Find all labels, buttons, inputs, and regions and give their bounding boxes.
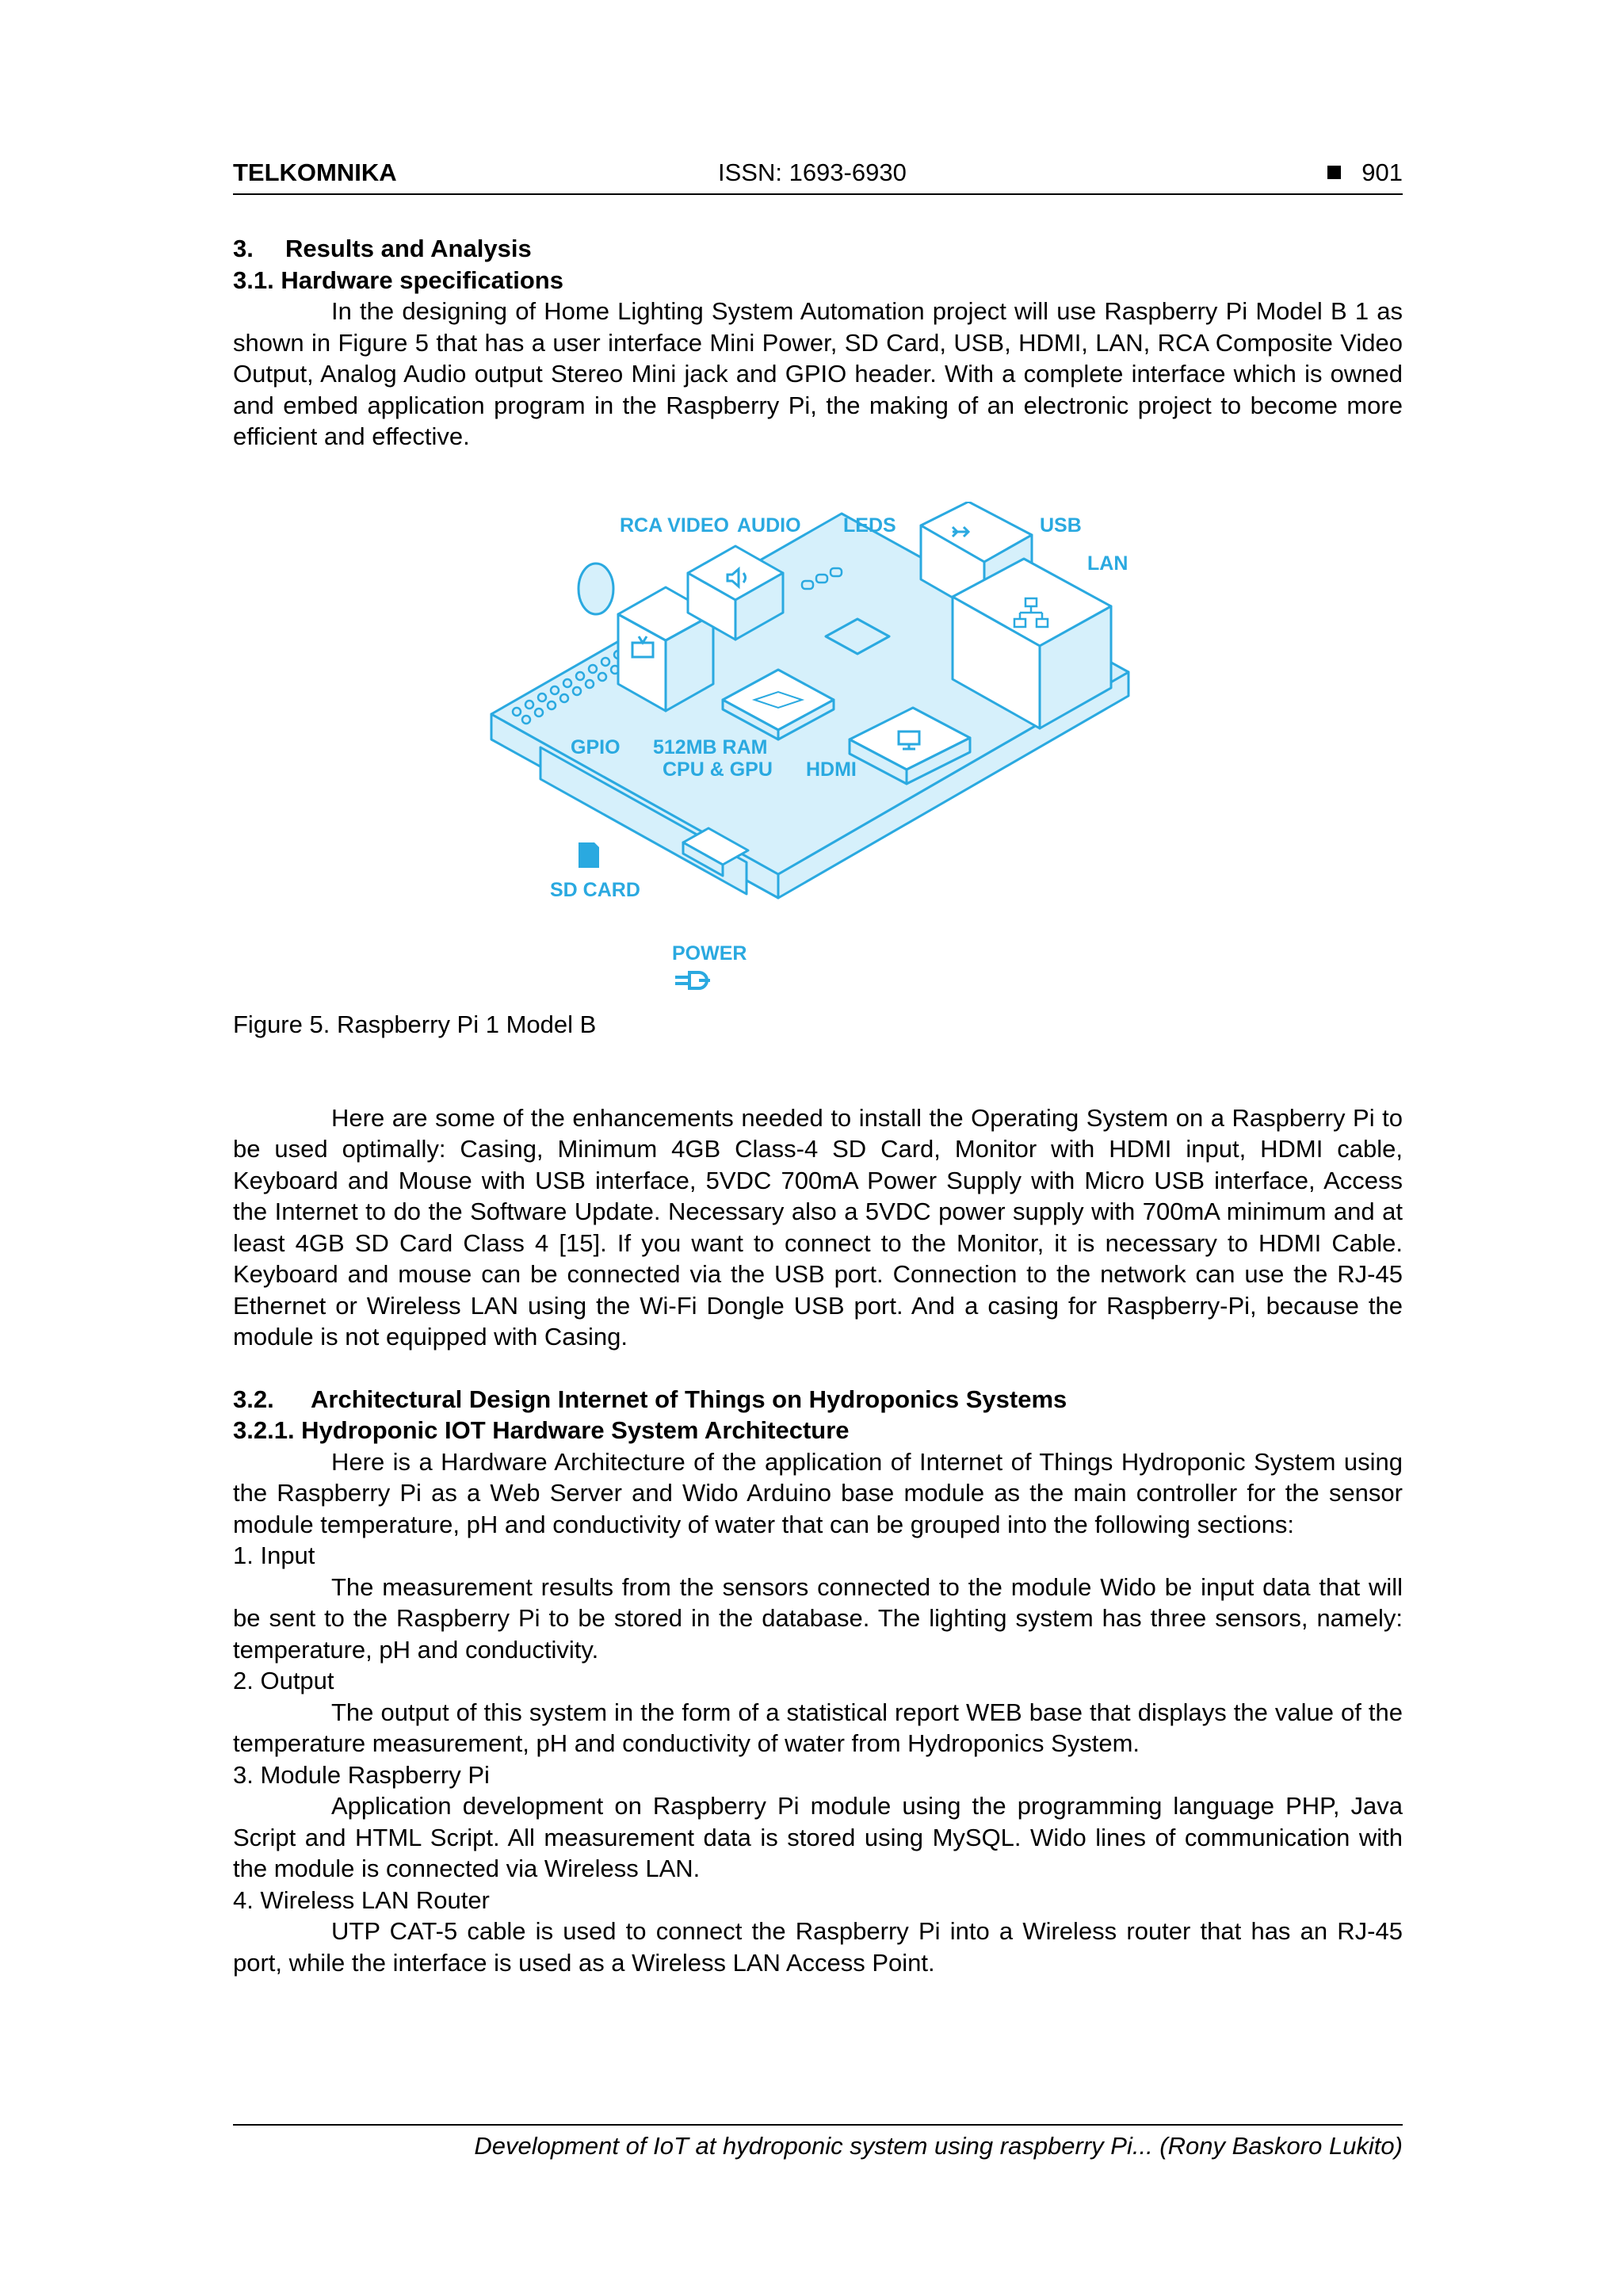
section-heading-3-2 [233, 1384, 1403, 1415]
list-item-label: 4. Wireless LAN Router [233, 1885, 490, 1914]
section-number: 3. [233, 235, 254, 262]
label-gpio: GPIO [571, 735, 621, 758]
subsection-heading-3-2-1: 3.2.1. Hydroponic IOT Hardware System Architecture [233, 1416, 850, 1444]
square-bullet-icon [1327, 166, 1341, 179]
label-leds: LEDS [843, 514, 896, 537]
issn: ISSN: 1693-6930 [718, 159, 907, 186]
subsection-heading-3-1: 3.1. Hardware specifications [233, 266, 563, 294]
section-heading-3 [233, 233, 1403, 265]
figure-5 [233, 502, 1403, 1009]
label-rca-video: RCA VIDEO [620, 514, 729, 537]
running-footer: Development of IoT at hydroponic system using raspberry Pi... (Rony Baskoro Lukito) [233, 2124, 1403, 2160]
page-number: 901 [1361, 159, 1403, 186]
label-sd-card: SD CARD [550, 878, 640, 901]
label-power: POWER [672, 942, 747, 965]
paragraph-hardware-specs: In the designing of Home Lighting System Automation project will use Raspberry Pi Model B 1 as shown in Figure 5 that has a user interface Mini Power, SD Card, USB, HDMI, LAN, RCA Composite Video Output, Analog Audio output Stereo Mini jack and GPIO header. With a complete interface which is owned and embed application program in the Raspberry Pi, the making of an electronic project to become more efficient and effective. [233, 297, 1403, 450]
list-item-text: Application development on Raspberry Pi module using the programming language PHP, Java Script and HTML Script. All measurement data is stored using MySQL. Wido lines of communication with the module is connected via Wireless LAN. [233, 1792, 1403, 1882]
list-item-text: The measurement results from the sensors connected to the module Wido be input data that will be sent to the Raspberry Pi to be stored in the database. The lighting system has three sensors, namely: temperature, pH and conductivity. [233, 1572, 1403, 1664]
list-item-label: 2. Output [233, 1667, 334, 1694]
paragraph-architecture: Here is a Hardware Architecture of the application of Internet of Things Hydroponic System using the Raspberry Pi as a Web Server and Wido Arduino base module as the main controller for the sensor module temperature, pH and conductivity of water that can be grouped into the following sections: [233, 1447, 1403, 1538]
section-title: Architectural Design Internet of Things on Hydroponics Systems [311, 1385, 1067, 1413]
running-header [233, 155, 1403, 195]
journal-name: TELKOMNIKA [233, 159, 397, 186]
body-content [233, 233, 1403, 1978]
sd-card-icon [579, 842, 599, 868]
paragraph-enhancements: Here are some of the enhancements needed to install the Operating System on a Raspberry Pi to be used optimally: Casing, Minimum 4GB Class-4 SD Card, Monitor with HDMI input, HDMI cable, Keyboard and Mouse with USB interface, 5VDC 700mA Power Supply with Micro USB interface, Access the Internet to do the Software Update. Necessary also a 5VDC power supply with 700mA minimum and at least 4GB SD Card Class 4 [15]. If you want to connect to the Monitor, it is necessary to HDMI Cable. Keyboard and mouse can be connected via the USB port. Connection to the network can use the RJ-45 Ethernet or Wireless LAN using the Wi-Fi Dongle USB port. And a casing for Raspberry-Pi, because the module is not equipped with Casing. [233, 1103, 1403, 1350]
label-lan: LAN [1087, 552, 1128, 575]
section-title: Results and Analysis [285, 235, 532, 262]
label-usb: USB [1040, 514, 1082, 537]
list-item-label: 3. Module Raspberry Pi [233, 1760, 490, 1789]
label-ram: 512MB RAM [653, 735, 768, 758]
label-cpu-gpu: CPU & GPU [663, 758, 773, 781]
list-item-text: UTP CAT-5 cable is used to connect the Raspberry Pi into a Wireless router that has an RJ-45 port, while the interface is used as a Wireless LAN Access Point. [233, 1917, 1403, 1977]
label-audio: AUDIO [737, 514, 801, 537]
label-hdmi: HDMI [806, 758, 857, 781]
section-number: 3.2. [233, 1385, 274, 1413]
list-item-label: 1. Input [233, 1541, 315, 1569]
figure-caption: Figure 5. Raspberry Pi 1 Model B [233, 1010, 597, 1038]
list-item-text: The output of this system in the form of a statistical report WEB base that displays the value of the temperature measurement, pH and conductivity of water from Hydroponics System. [233, 1698, 1403, 1757]
raspberry-pi-illustration [485, 502, 1151, 1001]
power-plug-icon [675, 972, 710, 988]
